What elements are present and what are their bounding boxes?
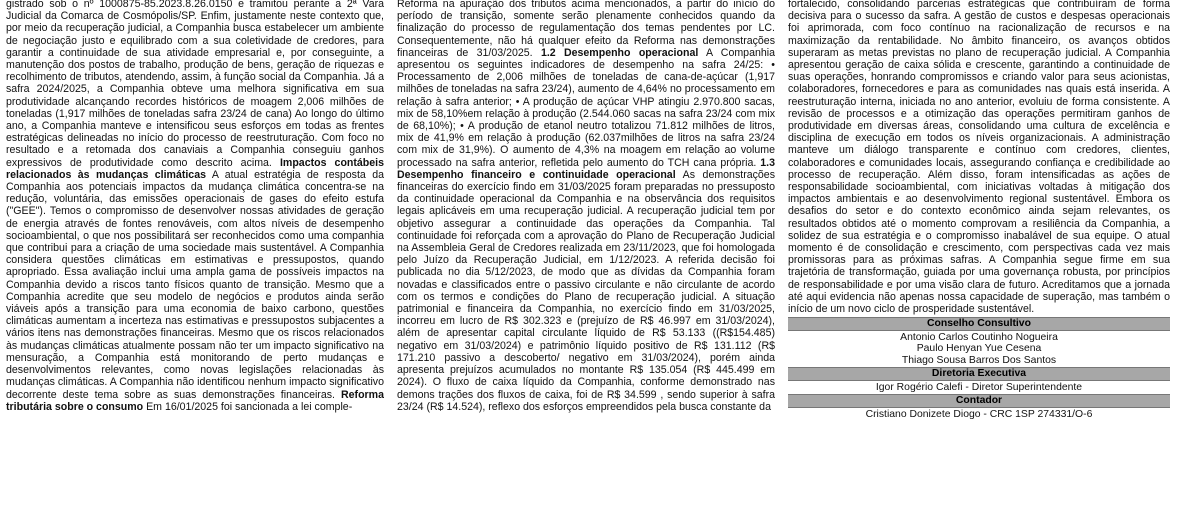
paragraph-text: gistrado sob o nº 1000875-85.2023.8.26.0150 e tramitou perante a 2ª Vara Judicial da Comarca de Cosmópolis/SP. Enfim, justamente neste contexto que, por meio da recuperação judicial, a Companhia busca estabelecer um ambiente de negociação justo e equilibrado com a sua coletividade de credores, para garantir a continuidade de sua atividade empresarial e, por conseguinte, a manutenção dos postos de trabalho, produção de bens, geração de riquezas e recolhimento de tributos, atendendo, assim, à função social da Companhia. Já a safra 2024/2025, a Companhia obteve uma melhora significativa em sua produtividade alcançando recordes históricos de moagem 2,006 milhões de toneladas (1,917 milhões de toneladas safra 23/24 de cana) Ao longo do último ano, a Companhia manteve e intensificou seus esforços em todas as frentes estratégicas delineadas no início do processo de reestruturação. Com foco no resultado e a retomada dos canaviais a Companhia conseguiu ganhos expressivos de produtividade como descrito acima.	[6, 0, 384, 169]
section-heading-financeiro: 1.3 Desempenho financeiro e continuidade operacional	[397, 156, 775, 181]
section-heading-desempenho: 1.2 Desempenho operacional	[540, 46, 699, 59]
text-column-2	[397, 0, 775, 517]
text-column-3	[788, 0, 1170, 517]
conselho-member: Paulo Henyan Yue Cesena	[916, 343, 1042, 355]
conselho-title: Conselho Consultivo	[788, 317, 1170, 331]
paragraph-text: A atual estratégia de resposta da Companhia aos potenciais impactos da mudança climática concentra-se na redução, voluntária, das emissões operacionais de gases do efeito estufa ("GEE"). Temos o compromisso de desenvolver nossas atividades de geração de energia através de fontes renováveis, com altos níveis de desempenho socioambiental, o que nos possibilitará ser reconhecidos como uma companhia que contribui para a criação de uma sociedade mais sustentável. A Companhia considera questões climáticas em estimativas e pressupostos, quando apropriado. Essa avaliação inclui uma ampla gama de possíveis impactos na Companhia devido a riscos tanto físicos quanto de transição. Mesmo que a Companhia acredite que seu modelo de negócios e produtos ainda serão viáveis após a transição para uma economia de baixo carbono, questões climáticas aumentam a incerteza nas estimativas e pressupostos subjacentes a vários itens nas demonstrações financeiras. Mesmo que os riscos relacionados às mudanças climáticas atualmente possam não ter um impacto significativo na mensuração, a Companhia está monitorando de perto mudanças e desenvolvimentos relevantes, como novas legislações relacionadas às mudanças climáticas. A Companhia não identificou nenhum impacto significativo decorrente deste tema sobre as suas demonstrações financeiras.	[6, 168, 384, 401]
paragraph-text: As demonstrações financeiras do exercício findo em 31/03/2025 foram preparadas no pressuposto da continuidade operacional da Companhia e na observância dos requisitos legais aplicáveis em uma recuperação judicial. A recuperação judicial tem por objetivo assegurar a continuidade das operações da Companhia. Tal continuidade foi reforçada com a aprovação do Plano de Recuperação Judicial na Assembleia Geral de Credores realizada em 23/11/2023, que foi homologada pelo Juízo da Recuperação Judicial, em 1/12/2023. A referida decisão foi publicada no dia 5/12/2023, de modo que as dívidas da Companhia foram novadas e classificados entre o passivo circulante e não circulante de acordo com os termos e condições do Plano de recuperação judicial. A situação patrimonial e financeira da Companhia, no exercício findo em 31/03/2025, incorreu em lucro de R$ 302.323 e (prejuízo de R$ 46.997 em 31/03/2024), além de apresentar capital circulante líquido de R$ 53.133 ((R$154.485) negativo em 31/03/2024) e patrimônio líquido positivo de R$ 131.112 (R$ 171.210 passivo a descoberto/ negativo em 31/03/2024), porém ainda apresenta prejuízos acumulados no montante R$ 135.054 (R$ 445.499 em 2024). O fluxo de caixa líquido da Companhia, conforme demonstrado nas demons trações dos fluxos de caixa, foi de R$ 34.599 , sendo superior à safra 23/24 (R$ 14.524), reflexo dos esforços empreendidos pela busca constante da	[397, 168, 775, 413]
section-heading-reforma: Reforma tributária sobre o consumo	[6, 388, 384, 413]
signature-block	[788, 317, 1170, 420]
paragraph-text: Em 16/01/2025 foi sancionada a lei comple-	[146, 400, 353, 413]
paragraph	[397, 0, 775, 413]
paragraph-text: fortalecido, consolidando parcerias estratégicas que contribuíram de forma decisiva para o sucesso da safra. A gestão de custos e despesas operacionais foi aprimorada, com foco contínuo na racionalização de recursos e na maximização da rentabilidade. No âmbito financeiro, os avanços obtidos superaram as metas previstas no plano de recuperação judicial. A Companhia apresentou geração de caixa sólida e crescente, garantindo a continuidade de suas operações, honrando compromissos e criando valor para seus acionistas, colaboradores, fornecedores e para as comunidades nas quais está inserida. A reestruturação interna, iniciada no ano anterior, evoluiu de forma consistente. A revisão de processos e a otimização das operações permitiram ganhos de produtividade em diversas áreas, consolidando uma cultura de excelência e disciplina de execução em todos os níveis organizacionais. A administração manteve um diálogo transparente e contínuo com credores, clientes, colaboradores e comunidades locais, assegurando confiança e credibilidade ao processo de recuperação. Além disso, foram intensificadas as ações de responsabilidade socioambiental, com iniciativas voltadas à mitigação dos impactos ambientais e ao desenvolvimento regional sustentável. Embora os desafios do setor e do contexto econômico ainda sejam relevantes, os resultados obtidos até o momento comprovam a resiliência da Companhia, a solidez de sua estratégia e o compromisso inabalável de sua equipe. O atual momento é de consolidação e crescimento, com perspectivas cada vez mais promissoras para as próximas safras. A Companhia segue firme em sua trajetória de transformação, guiada por uma governança robusta, por princípios de responsabilidade e por uma visão clara de futuro. Acreditamos que a jornada até aqui evidencia não apenas nossa capacidade de superação, mas também o início de um novo ciclo de prosperidade sustentável.	[788, 0, 1170, 316]
contador-member: Cristiano Donizete Diogo - CRC 1SP 274331/O-6	[865, 408, 1093, 420]
paragraph-text: A Companhia apresentou os seguintes indicadores de desempenho na safra 24/25: • Processamento de 2,006 milhões de toneladas de cana-de-açúcar (1,917 milhões de toneladas na safra 23/24), aumento de 4,64% no processamento em relação à safra anterior; • A produção de açúcar VHP atingiu 2.970.800 sacas, mix de 58,10%em relação à produção (2.544.060 sacas na safra 23/24 com mix de 68,10%); • A produção de etanol neutro totalizou 71.812 milhões de litros, mix de 41,9% em relação à produção (62.037milhões de litros na safra 23/24 com mix de 31,9%). O aumento de 4,3% na moagem em relação ao volume processado na safra anterior, refletida pelo aumento do TCH cana própria.	[397, 46, 775, 169]
diretoria-member: Igor Rogério Calefi - Diretor Superintendente	[875, 381, 1083, 393]
section-heading-impactos: Impactos contábeis relacionados às mudanças climáticas	[6, 156, 384, 181]
paragraph	[788, 0, 1170, 315]
text-column-1	[6, 0, 384, 517]
diretoria-title: Diretoria Executiva	[788, 367, 1170, 381]
conselho-member: Antonio Carlos Coutinho Nogueira	[900, 331, 1058, 343]
paragraph-text: Reforma na apuração dos tributos acima mencionados, a partir do início do período de transição, somente serão plenamente conhecidos quando da finalização do processo de regulamentação dos temas pendentes por LC. Consequentemente, não há qualquer efeito da Reforma nas demonstrações financeiras de 31/03/2025.	[397, 0, 775, 59]
conselho-member: Thiago Sousa Barros Dos Santos	[901, 354, 1057, 366]
paragraph	[6, 0, 384, 413]
contador-title: Contador	[788, 394, 1170, 408]
